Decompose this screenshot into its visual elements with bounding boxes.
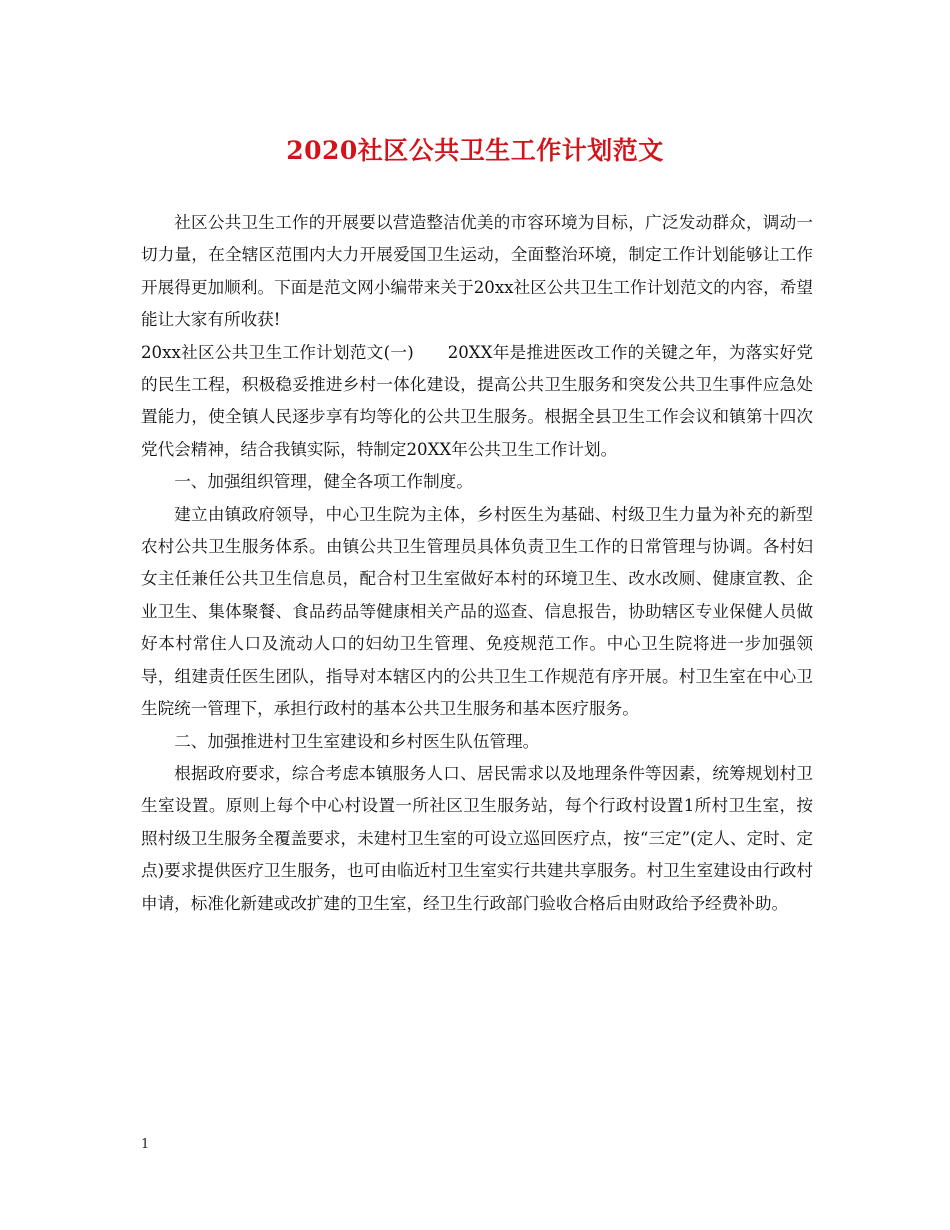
organization-management-paragraph: 建立由镇政府领导，中心卫生院为主体，乡村医生为基础、村级卫生力量为补充的新型农村公共卫生服务体系。由镇公共卫生管理员具体负责卫生工作的日常管理与协调。各村妇女主任兼任公共卫生信息员，配合村卫生室做好本村的环境卫生、改水改厕、健康宣教、企业卫生、集体聚餐、食品药品等健康相关产品的巡查、信息报告，协助辖区专业保健人员做好本村常住人口及流动人口的妇幼卫生管理、免疫规范工作。中心卫生院将进一步加强领导，组建责任医生团队，指导对本辖区内的公共卫生工作规范有序开展。村卫生室在中心卫生院统一管理下，承担行政村的基本公共卫生服务和基本医疗服务。 bbox=[141, 504, 813, 719]
page-number: 1 bbox=[141, 1137, 150, 1152]
section-heading-paragraph bbox=[141, 337, 813, 467]
document-title: 2020社区公共卫生工作计划范文 bbox=[286, 136, 664, 165]
clinic-construction-paragraph: 根据政府要求，综合考虑本镇服务人口、居民需求以及地理条件等因素，统筹规划村卫生室设置。原则上每个中心村设置一所社区卫生服务站，每个行政村设置1所村卫生室，按照村级卫生服务全覆盖要求，未建村卫生室的可设立巡回医疗点，按“三定”(定人、定时、定点)要求提供医疗卫生服务，也可由临近村卫生室实行共建共享服务。村卫生室建设由行政村申请，标准化新建或改扩建的卫生室，经卫生行政部门验收合格后由财政给予经费补助。 bbox=[141, 763, 813, 913]
article-subtitle: 20xx社区公共卫生工作计划范文(一) bbox=[141, 342, 414, 362]
document-body bbox=[141, 207, 813, 920]
intro-paragraph: 社区公共卫生工作的开展要以营造整洁优美的市容环境为目标，广泛发动群众，调动一切力量，在全辖区范围内大力开展爱国卫生运动，全面整治环境，制定工作计划能够让工作开展得更加顺利。下面是范文网小编带来关于20xx社区公共卫生工作计划范文的内容，希望能让大家有所收获! bbox=[141, 213, 813, 330]
heading-organization-management: 一、加强组织管理，健全各项工作制度。 bbox=[174, 472, 473, 492]
plan-overview-text: 20XX年是推进医改工作的关键之年，为落实好党的民生工程，积极稳妥推进乡村一体化建设，提高公共卫生服务和突发公共卫生事件应急处置能力，使全镇人民逐步享有均等化的公共卫生服务。根据全县卫生工作会议和镇第十四次党代会精神，结合我镇实际，特制定20XX年公共卫生工作计划。 bbox=[141, 342, 814, 459]
heading-clinic-construction: 二、加强推进村卫生室建设和乡村医生队伍管理。 bbox=[174, 731, 540, 751]
